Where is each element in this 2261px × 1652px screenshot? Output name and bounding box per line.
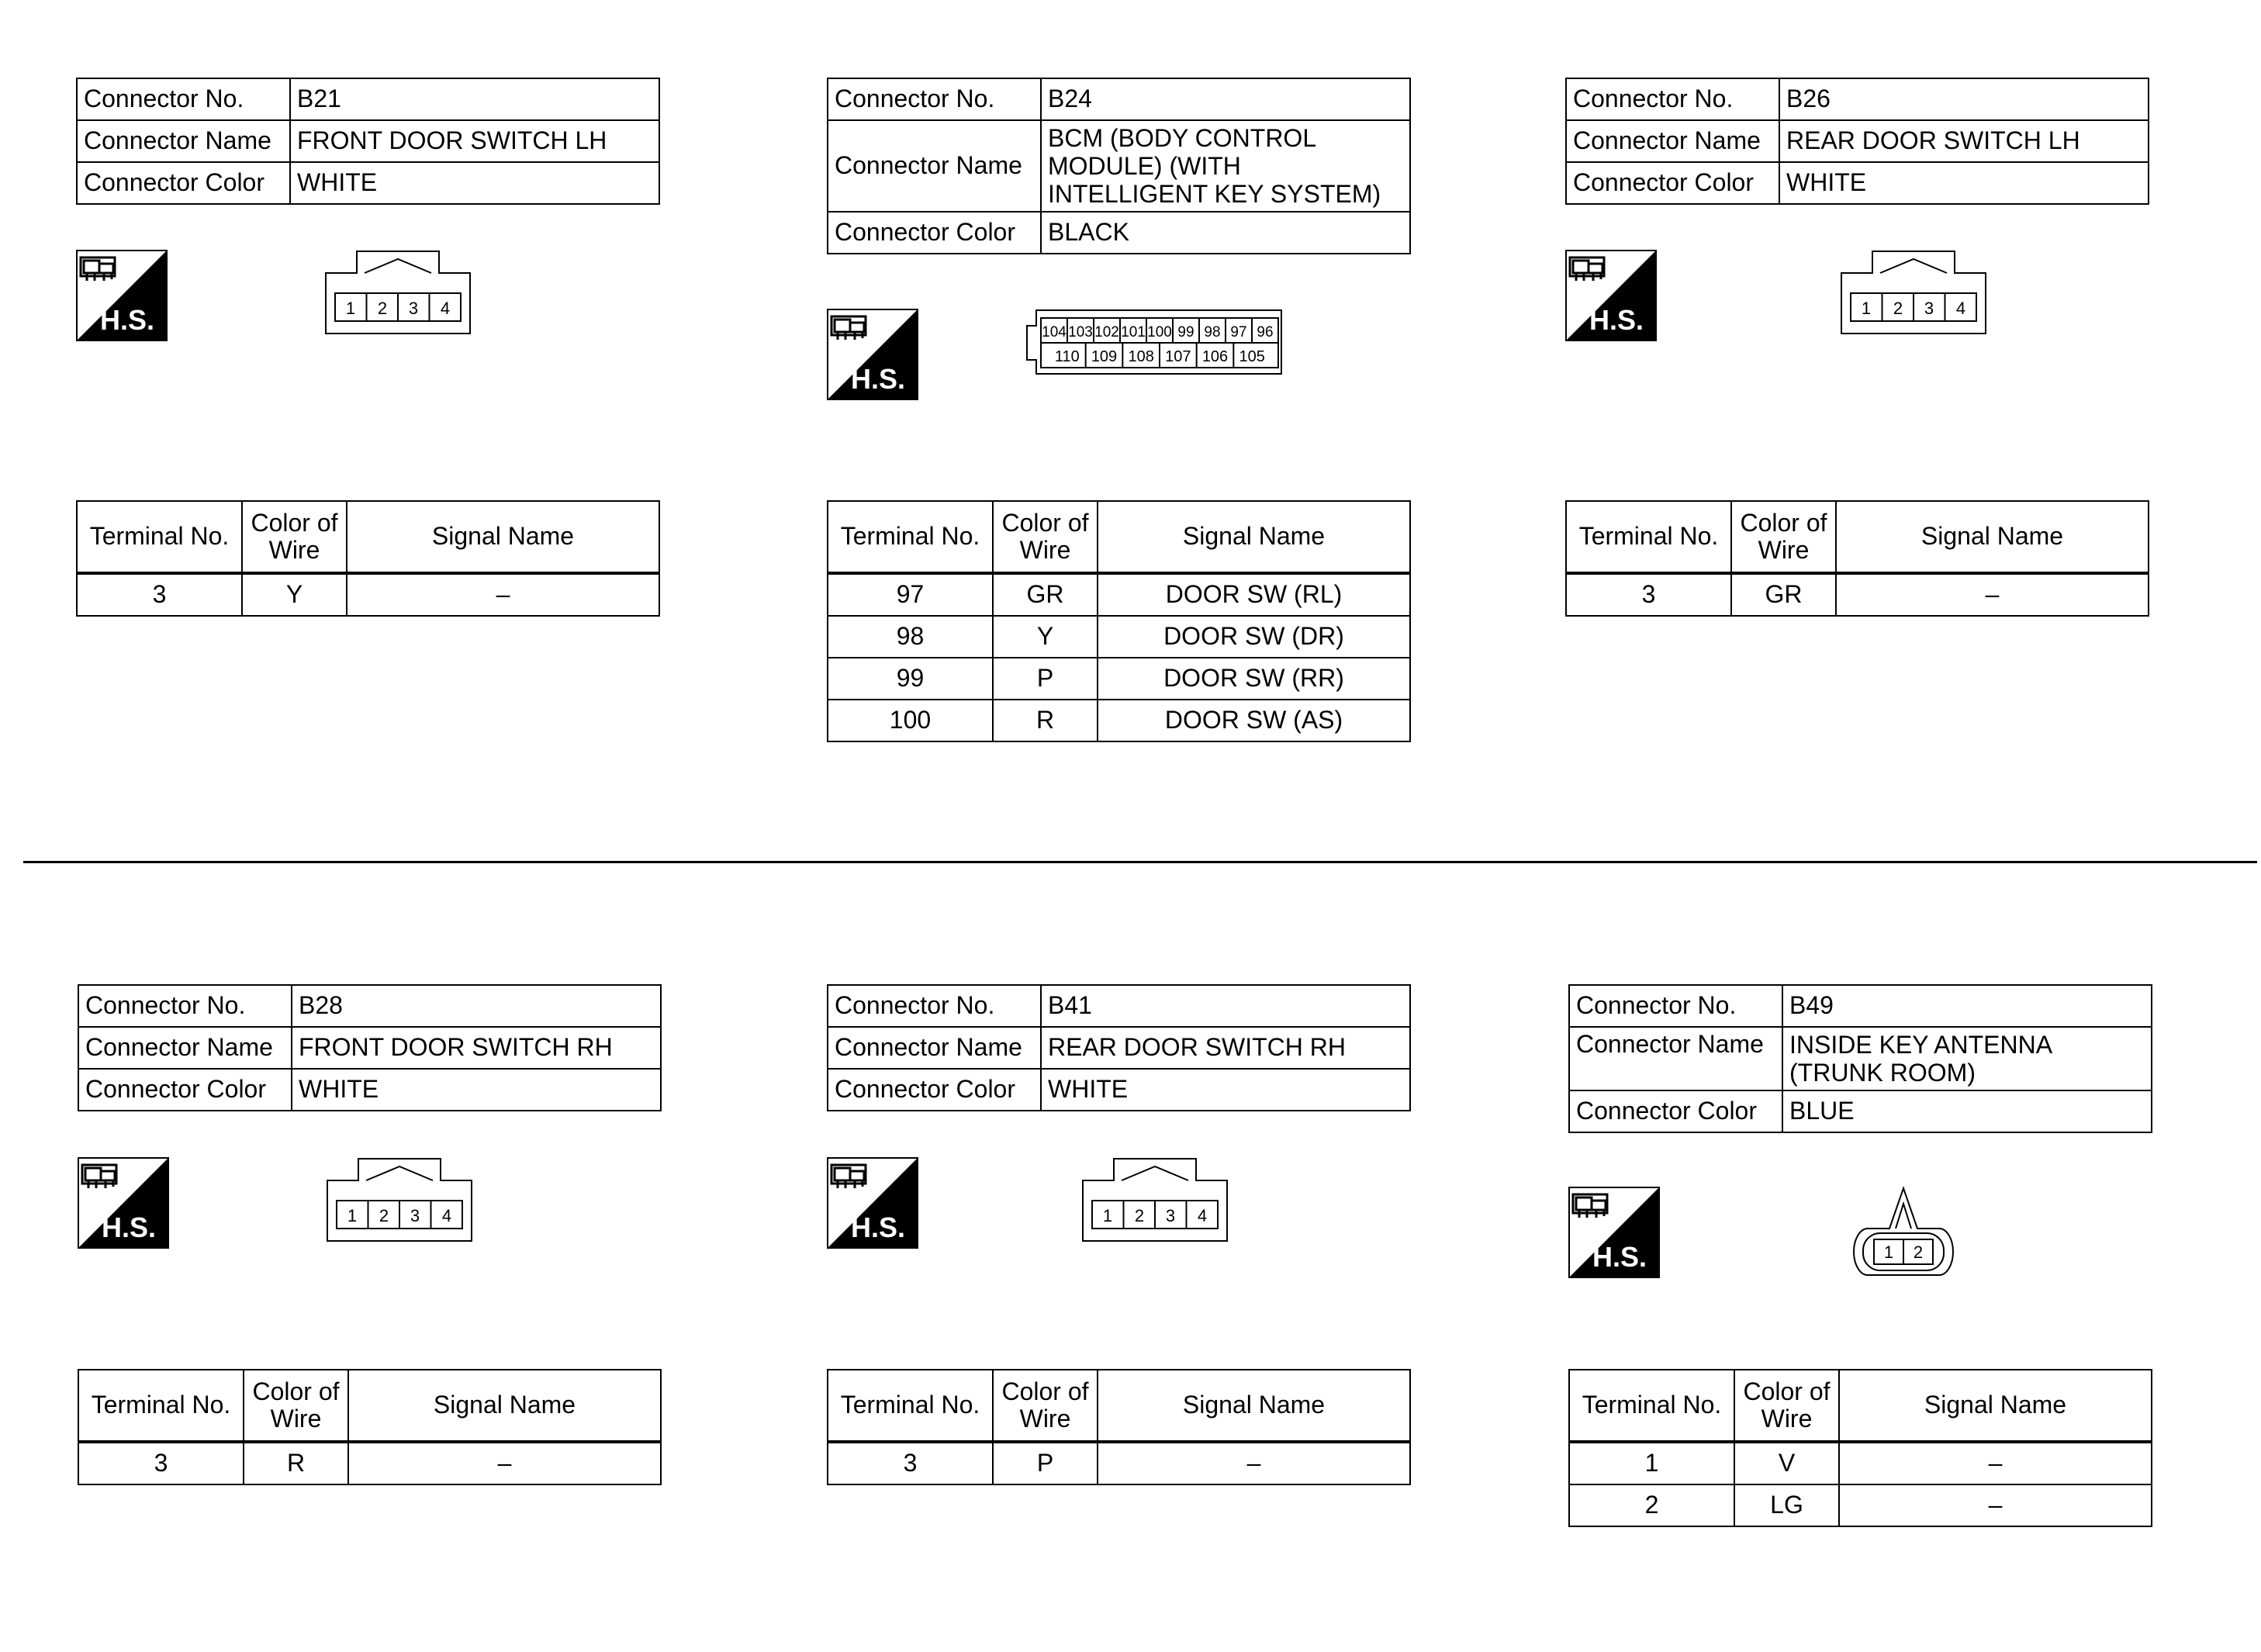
connector-name-label: Connector Name xyxy=(1566,120,1779,162)
connector-no-value: B49 xyxy=(1782,985,2152,1027)
connector-color-label: Connector Color xyxy=(828,1069,1041,1111)
hs-connector-icon xyxy=(827,1157,918,1249)
connector-info-b24 xyxy=(827,78,1411,254)
pin-label: 1 xyxy=(347,1206,358,1225)
connector-name-value: REAR DOOR SWITCH RH xyxy=(1041,1027,1410,1069)
pin-label: 110 xyxy=(1054,348,1080,365)
hs-connector-icon xyxy=(78,1157,169,1249)
wire-color-header: Color of Wire xyxy=(242,501,347,573)
connector-info-b28 xyxy=(78,984,662,1111)
terminal-table-b28 xyxy=(78,1369,662,1485)
terminal-cell: 3 xyxy=(1566,573,1731,616)
signal-name-header: Signal Name xyxy=(1839,1370,2152,1442)
wire-color-header: Color of Wire xyxy=(244,1370,348,1442)
connector-no-label: Connector No. xyxy=(1566,78,1779,120)
pin-label: 105 xyxy=(1239,348,1265,365)
connector-no-label: Connector No. xyxy=(78,985,292,1027)
wire-color-header: Color of Wire xyxy=(993,501,1098,573)
connector-color-value: WHITE xyxy=(1779,162,2149,204)
wire-cell: R xyxy=(244,1442,348,1484)
connector-no-label: Connector No. xyxy=(828,985,1041,1027)
table-row xyxy=(828,700,1410,741)
signal-cell: – xyxy=(347,573,659,616)
terminal-table-b41 xyxy=(827,1369,1411,1485)
connector-color-value: WHITE xyxy=(1041,1069,1410,1111)
connector-face-b24 xyxy=(1025,309,1292,375)
terminal-no-header: Terminal No. xyxy=(828,501,993,573)
connector-no-value: B21 xyxy=(290,78,659,120)
pin-label: 99 xyxy=(1177,324,1194,340)
terminal-table-b21 xyxy=(76,500,660,617)
signal-name-header: Signal Name xyxy=(348,1370,661,1442)
connector-name-value: INSIDE KEY ANTENNA (TRUNK ROOM) xyxy=(1782,1027,2152,1090)
pin-label: 107 xyxy=(1165,348,1191,365)
connector-color-label: Connector Color xyxy=(77,162,290,204)
terminal-no-header: Terminal No. xyxy=(78,1370,244,1442)
hs-label: H.S. xyxy=(1592,1241,1647,1273)
terminal-no-header: Terminal No. xyxy=(77,501,242,573)
terminal-table-b49 xyxy=(1568,1369,2152,1527)
connector-name-value: FRONT DOOR SWITCH RH xyxy=(292,1027,661,1069)
signal-cell: DOOR SW (RL) xyxy=(1098,573,1410,616)
connector-no-value: B26 xyxy=(1779,78,2149,120)
connector-color-label: Connector Color xyxy=(1569,1090,1782,1132)
wire-cell: R xyxy=(993,700,1098,741)
pin-label: 106 xyxy=(1201,348,1229,365)
wire-cell: P xyxy=(993,658,1098,700)
pin-label: 2 xyxy=(1134,1206,1145,1225)
connector-color-label: Connector Color xyxy=(78,1069,292,1111)
terminal-cell: 3 xyxy=(78,1442,244,1484)
wire-cell: GR xyxy=(1731,573,1836,616)
pin-label: 102 xyxy=(1094,324,1119,340)
connector-name-label: Connector Name xyxy=(78,1027,292,1069)
connector-color-value: BLACK xyxy=(1041,212,1410,254)
pin-label: 4 xyxy=(1197,1206,1208,1225)
signal-cell: DOOR SW (RR) xyxy=(1098,658,1410,700)
terminal-cell: 97 xyxy=(828,573,993,616)
signal-cell: – xyxy=(1839,1442,2152,1484)
hs-connector-icon xyxy=(827,309,918,400)
pin-label: 2 xyxy=(377,299,388,318)
connector-name-label: Connector Name xyxy=(77,120,290,162)
connector-face-b41 xyxy=(1081,1157,1229,1242)
terminal-cell: 100 xyxy=(828,700,993,741)
pin-label: 2 xyxy=(379,1206,389,1225)
wire-cell: LG xyxy=(1734,1484,1839,1526)
signal-cell: – xyxy=(1836,573,2149,616)
pin-label: 109 xyxy=(1091,348,1118,365)
wire-cell: Y xyxy=(993,616,1098,658)
hs-connector-icon xyxy=(1568,1187,1660,1278)
connector-face-b28 xyxy=(326,1157,473,1242)
pin-label: 4 xyxy=(440,299,451,318)
wire-color-header: Color of Wire xyxy=(1731,501,1836,573)
signal-cell: DOOR SW (DR) xyxy=(1098,616,1410,658)
connector-name-value: BCM (BODY CONTROL MODULE) (WITH INTELLIGENT KEY SYSTEM) xyxy=(1041,120,1410,212)
signal-name-header: Signal Name xyxy=(347,501,659,573)
terminal-table-b24 xyxy=(827,500,1411,742)
pin-label: 98 xyxy=(1204,324,1221,340)
connector-face-b26 xyxy=(1840,250,1987,335)
wire-cell: V xyxy=(1734,1442,1839,1484)
pin-label: 2 xyxy=(1913,1242,1924,1262)
terminal-no-header: Terminal No. xyxy=(1569,1370,1734,1442)
pin-label: 2 xyxy=(1893,299,1903,318)
connector-no-label: Connector No. xyxy=(1569,985,1782,1027)
wire-cell: GR xyxy=(993,573,1098,616)
table-row xyxy=(1566,573,2149,616)
terminal-table-b26 xyxy=(1565,500,2149,617)
table-row xyxy=(78,1442,661,1484)
hs-label: H.S. xyxy=(850,363,906,395)
hs-label: H.S. xyxy=(101,1211,157,1243)
pin-label: 104 xyxy=(1042,324,1067,340)
table-row xyxy=(828,1442,1410,1484)
wire-cell: P xyxy=(993,1442,1098,1484)
table-row xyxy=(1569,1442,2152,1484)
signal-name-header: Signal Name xyxy=(1098,1370,1410,1442)
connector-color-value: WHITE xyxy=(290,162,659,204)
connector-no-value: B28 xyxy=(292,985,661,1027)
connector-face-b21 xyxy=(324,250,472,335)
connector-name-label: Connector Name xyxy=(1569,1027,1782,1090)
signal-cell: – xyxy=(1098,1442,1410,1484)
pin-label: 100 xyxy=(1147,324,1172,340)
pin-label: 4 xyxy=(441,1206,452,1225)
pin-label: 3 xyxy=(1924,299,1934,318)
terminal-no-header: Terminal No. xyxy=(828,1370,993,1442)
wire-color-header: Color of Wire xyxy=(993,1370,1098,1442)
table-row xyxy=(77,573,659,616)
connector-info-b41 xyxy=(827,984,1411,1111)
hs-connector-icon xyxy=(76,250,168,341)
table-row xyxy=(1569,1484,2152,1526)
pin-label: 3 xyxy=(1165,1206,1176,1225)
hs-label: H.S. xyxy=(1589,304,1644,336)
connector-no-label: Connector No. xyxy=(77,78,290,120)
pin-label: 103 xyxy=(1068,324,1093,340)
terminal-cell: 2 xyxy=(1569,1484,1734,1526)
pin-label: 4 xyxy=(1955,299,1966,318)
terminal-no-header: Terminal No. xyxy=(1566,501,1731,573)
pin-label: 1 xyxy=(345,299,356,318)
table-row xyxy=(828,616,1410,658)
pin-label: 1 xyxy=(1883,1242,1894,1262)
connector-color-value: BLUE xyxy=(1782,1090,2152,1132)
pin-label: 101 xyxy=(1121,324,1146,340)
hs-label: H.S. xyxy=(850,1211,906,1243)
connector-name-value: FRONT DOOR SWITCH LH xyxy=(290,120,659,162)
connector-name-label: Connector Name xyxy=(828,1027,1041,1069)
hs-label: H.S. xyxy=(99,304,155,336)
section-divider xyxy=(23,861,2257,863)
hs-connector-icon xyxy=(1565,250,1657,341)
pin-label: 96 xyxy=(1257,324,1274,340)
connector-no-value: B24 xyxy=(1041,78,1410,120)
connector-no-value: B41 xyxy=(1041,985,1410,1027)
wire-color-header: Color of Wire xyxy=(1734,1370,1839,1442)
pin-label: 1 xyxy=(1102,1206,1113,1225)
terminal-cell: 3 xyxy=(828,1442,993,1484)
pin-label: 3 xyxy=(408,299,419,318)
signal-cell: – xyxy=(1839,1484,2152,1526)
connector-no-label: Connector No. xyxy=(828,78,1041,120)
connector-color-value: WHITE xyxy=(292,1069,661,1111)
table-row xyxy=(828,573,1410,616)
connector-info-b26 xyxy=(1565,78,2149,205)
pin-label: 97 xyxy=(1230,324,1247,340)
pin-label: 3 xyxy=(410,1206,420,1225)
signal-cell: – xyxy=(348,1442,661,1484)
connector-face-b49 xyxy=(1852,1185,1955,1278)
pin-label: 1 xyxy=(1861,299,1872,318)
connector-color-label: Connector Color xyxy=(1566,162,1779,204)
wire-cell: Y xyxy=(242,573,347,616)
connector-info-b49 xyxy=(1568,984,2152,1133)
signal-cell: DOOR SW (AS) xyxy=(1098,700,1410,741)
connector-name-value: REAR DOOR SWITCH LH xyxy=(1779,120,2149,162)
signal-name-header: Signal Name xyxy=(1836,501,2149,573)
terminal-cell: 3 xyxy=(77,573,242,616)
terminal-cell: 1 xyxy=(1569,1442,1734,1484)
table-row xyxy=(828,658,1410,700)
connector-name-label: Connector Name xyxy=(828,120,1041,212)
connector-color-label: Connector Color xyxy=(828,212,1041,254)
terminal-cell: 98 xyxy=(828,616,993,658)
terminal-cell: 99 xyxy=(828,658,993,700)
connector-info-b21 xyxy=(76,78,660,205)
pin-label: 108 xyxy=(1128,348,1154,365)
signal-name-header: Signal Name xyxy=(1098,501,1410,573)
